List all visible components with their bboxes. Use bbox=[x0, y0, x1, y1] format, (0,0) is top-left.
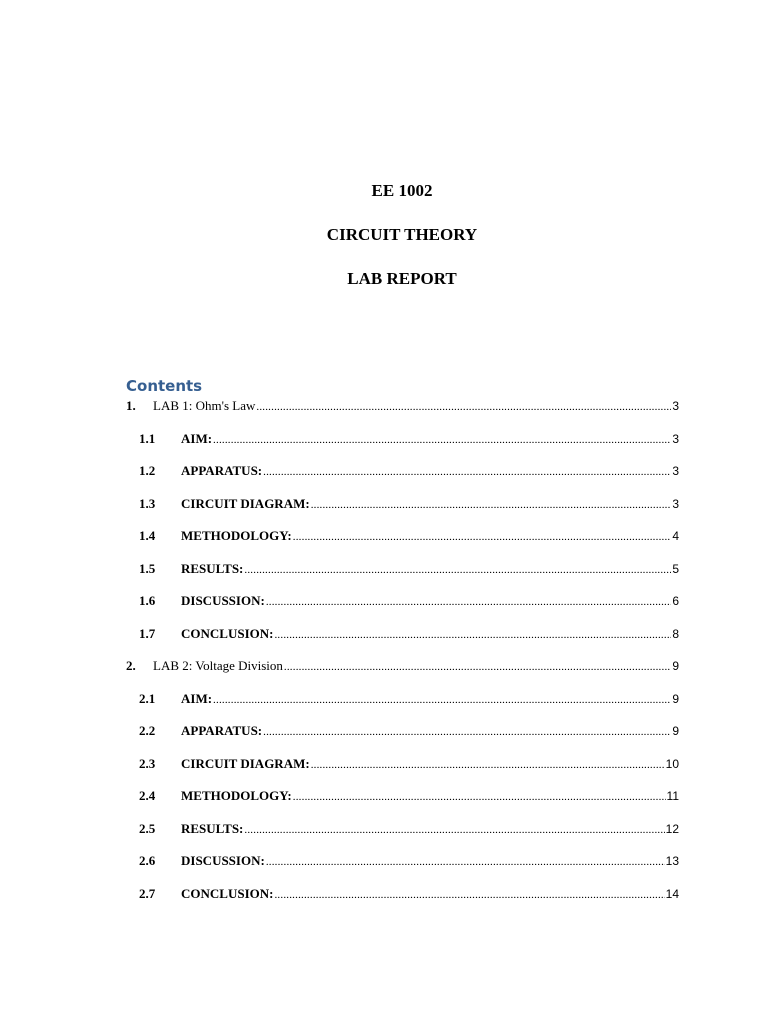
toc-entry-label: LAB 2: Voltage Division bbox=[153, 658, 283, 673]
toc-dot-leader bbox=[293, 531, 672, 543]
toc-entry-page-number: 8 bbox=[672, 626, 679, 641]
toc-entry-number: 2.2 bbox=[139, 723, 156, 738]
toc-entry-label: APPARATUS: bbox=[181, 723, 263, 738]
toc-dot-leader bbox=[284, 661, 671, 673]
toc-dot-leader bbox=[213, 694, 671, 706]
toc-entry-page-number: 3 bbox=[672, 399, 679, 413]
toc-entry-number: 1.3 bbox=[139, 495, 156, 511]
toc-dot-leader bbox=[244, 564, 671, 576]
toc-entry-label: LAB 1: Ohm's Law bbox=[153, 398, 256, 413]
toc-entry-page-number: 3 bbox=[672, 496, 679, 511]
toc-entry-number: 1.2 bbox=[139, 463, 156, 478]
course-code: EE 1002 bbox=[371, 181, 433, 200]
toc-entry-number: 1. bbox=[126, 398, 136, 413]
toc-dot-leader bbox=[311, 759, 665, 771]
toc-entry-label: DISCUSSION: bbox=[181, 593, 265, 608]
toc-entry-page-number: 6 bbox=[672, 594, 679, 608]
contents-heading: Contents bbox=[126, 377, 203, 395]
toc-entry-label: CONCLUSION: bbox=[181, 885, 274, 901]
toc-entry-label: RESULTS: bbox=[181, 820, 244, 836]
toc-entry-number: 2.5 bbox=[139, 820, 156, 836]
toc-dot-leader bbox=[263, 726, 671, 738]
toc-entry-label: CIRCUIT DIAGRAM: bbox=[181, 495, 310, 511]
toc-dot-leader bbox=[266, 596, 672, 608]
toc-dot-leader bbox=[274, 629, 671, 641]
title-block bbox=[0, 178, 768, 292]
toc-entry[interactable] bbox=[126, 463, 679, 496]
toc-entry[interactable] bbox=[126, 723, 679, 756]
toc-entry-number: 2.6 bbox=[139, 853, 156, 868]
toc-entry[interactable] bbox=[126, 853, 679, 886]
toc-entry-number: 1.6 bbox=[139, 593, 156, 608]
toc-entry[interactable] bbox=[126, 691, 679, 724]
toc-dot-leader bbox=[263, 466, 671, 478]
toc-dot-leader bbox=[213, 434, 671, 446]
toc-entry-number: 1.7 bbox=[139, 625, 156, 641]
toc-entry[interactable] bbox=[126, 821, 679, 854]
toc-entry-label: CONCLUSION: bbox=[181, 625, 274, 641]
toc-entry-page-number: 12 bbox=[665, 821, 679, 836]
table-of-contents bbox=[126, 398, 679, 918]
toc-entry-page-number: 9 bbox=[672, 724, 679, 738]
course-name: CIRCUIT THEORY bbox=[326, 225, 478, 244]
toc-entry[interactable] bbox=[126, 593, 679, 626]
toc-entry[interactable] bbox=[126, 561, 679, 594]
toc-entry-page-number: 3 bbox=[672, 464, 679, 478]
toc-entry-number: 1.5 bbox=[139, 560, 156, 576]
toc-entry[interactable] bbox=[126, 658, 679, 691]
toc-entry-page-number: 4 bbox=[672, 529, 679, 543]
toc-entry-label: AIM: bbox=[181, 430, 213, 446]
toc-entry-label: METHODOLOGY: bbox=[181, 788, 292, 803]
toc-entry-number: 2.7 bbox=[139, 885, 156, 901]
toc-entry-label: AIM: bbox=[181, 690, 213, 706]
toc-entry-page-number: 14 bbox=[665, 886, 679, 901]
toc-entry[interactable] bbox=[126, 528, 679, 561]
toc-entry[interactable] bbox=[126, 756, 679, 789]
toc-entry-label: CIRCUIT DIAGRAM: bbox=[181, 755, 310, 771]
toc-entry-page-number: 11 bbox=[666, 789, 679, 803]
toc-entry[interactable] bbox=[126, 431, 679, 464]
toc-entry-number: 1.4 bbox=[139, 528, 156, 543]
toc-entry-number: 1.1 bbox=[139, 430, 156, 446]
toc-entry[interactable] bbox=[126, 886, 679, 919]
toc-dot-leader bbox=[266, 856, 665, 868]
document-type: LAB REPORT bbox=[347, 269, 457, 288]
toc-entry-number: 2. bbox=[126, 658, 136, 673]
toc-entry-page-number: 3 bbox=[672, 431, 679, 446]
toc-entry[interactable] bbox=[126, 788, 679, 821]
toc-dot-leader bbox=[311, 499, 672, 511]
toc-dot-leader bbox=[244, 824, 664, 836]
toc-entry-page-number: 9 bbox=[672, 691, 679, 706]
toc-entry-page-number: 5 bbox=[672, 561, 679, 576]
toc-entry-number: 2.3 bbox=[139, 755, 156, 771]
toc-entry-label: DISCUSSION: bbox=[181, 853, 265, 868]
toc-dot-leader bbox=[256, 401, 671, 413]
toc-entry[interactable] bbox=[126, 626, 679, 659]
toc-entry-page-number: 10 bbox=[665, 756, 679, 771]
toc-entry[interactable] bbox=[126, 398, 679, 431]
toc-entry-page-number: 13 bbox=[665, 854, 679, 868]
toc-dot-leader bbox=[274, 889, 664, 901]
toc-entry-label: RESULTS: bbox=[181, 560, 244, 576]
toc-entry-page-number: 9 bbox=[672, 659, 679, 673]
toc-entry[interactable] bbox=[126, 496, 679, 529]
toc-dot-leader bbox=[293, 791, 666, 803]
toc-entry-number: 2.4 bbox=[139, 788, 156, 803]
toc-entry-number: 2.1 bbox=[139, 690, 156, 706]
toc-entry-label: METHODOLOGY: bbox=[181, 528, 292, 543]
toc-entry-label: APPARATUS: bbox=[181, 463, 263, 478]
